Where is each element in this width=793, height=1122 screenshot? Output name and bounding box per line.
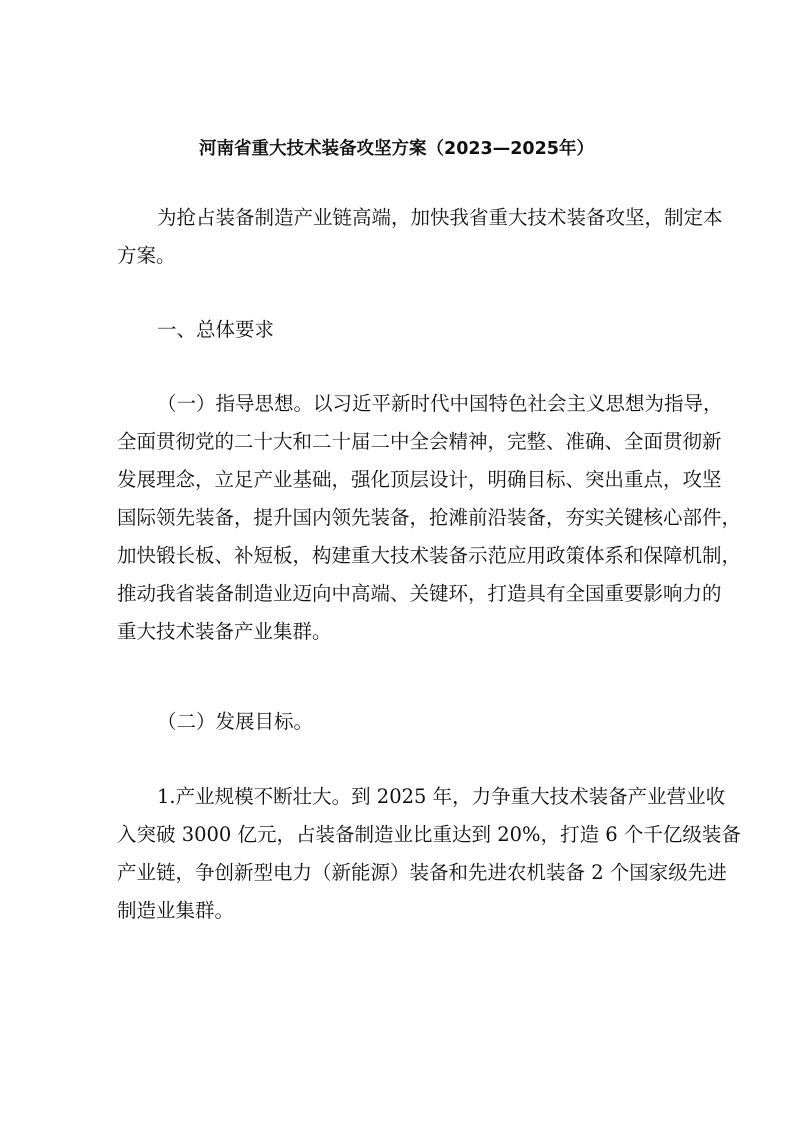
guiding-thought-line: 国际领先装备，提升国内领先装备，抢滩前沿装备，夯实关键核心部件，	[117, 506, 742, 529]
document-title: 河南省重大技术装备攻坚方案（2023—2025年）	[199, 139, 594, 159]
guiding-thought-line: 重大技术装备产业集群。	[117, 620, 332, 643]
goal1-line: 入突破 3000 亿元，占装备制造业比重达到 20%，打造 6 个千亿级装备	[117, 823, 741, 846]
intro-line: 方案。	[117, 244, 176, 267]
guiding-thought-line: 全面贯彻党的二十大和二十届二中全会精神，完整、准确、全面贯彻新	[117, 430, 722, 453]
guiding-thought-line: （一）指导思想。以习近平新时代中国特色社会主义思想为指导，	[157, 392, 723, 415]
guiding-thought-line: 加快锻长板、补短板，构建重大技术装备示范应用政策体系和保障机制，	[117, 544, 742, 567]
intro-line: 为抢占装备制造产业链高端，加快我省重大技术装备攻坚，制定本	[157, 206, 723, 229]
section-heading: 一、总体要求	[157, 318, 275, 341]
goal1-line: 产业链，争创新型电力（新能源）装备和先进农机装备 2 个国家级先进	[117, 861, 727, 884]
goal1-line: 1.产业规模不断壮大。到 2025 年，力争重大技术装备产业营业收	[157, 785, 726, 808]
guiding-thought-line: 推动我省装备制造业迈向中高端、关键环，打造具有全国重要影响力的	[117, 582, 722, 605]
goals-heading: （二）发展目标。	[157, 710, 314, 733]
goal1-line: 制造业集群。	[117, 899, 235, 922]
guiding-thought-line: 发展理念，立足产业基础，强化顶层设计，明确目标、突出重点，攻坚	[117, 468, 722, 491]
